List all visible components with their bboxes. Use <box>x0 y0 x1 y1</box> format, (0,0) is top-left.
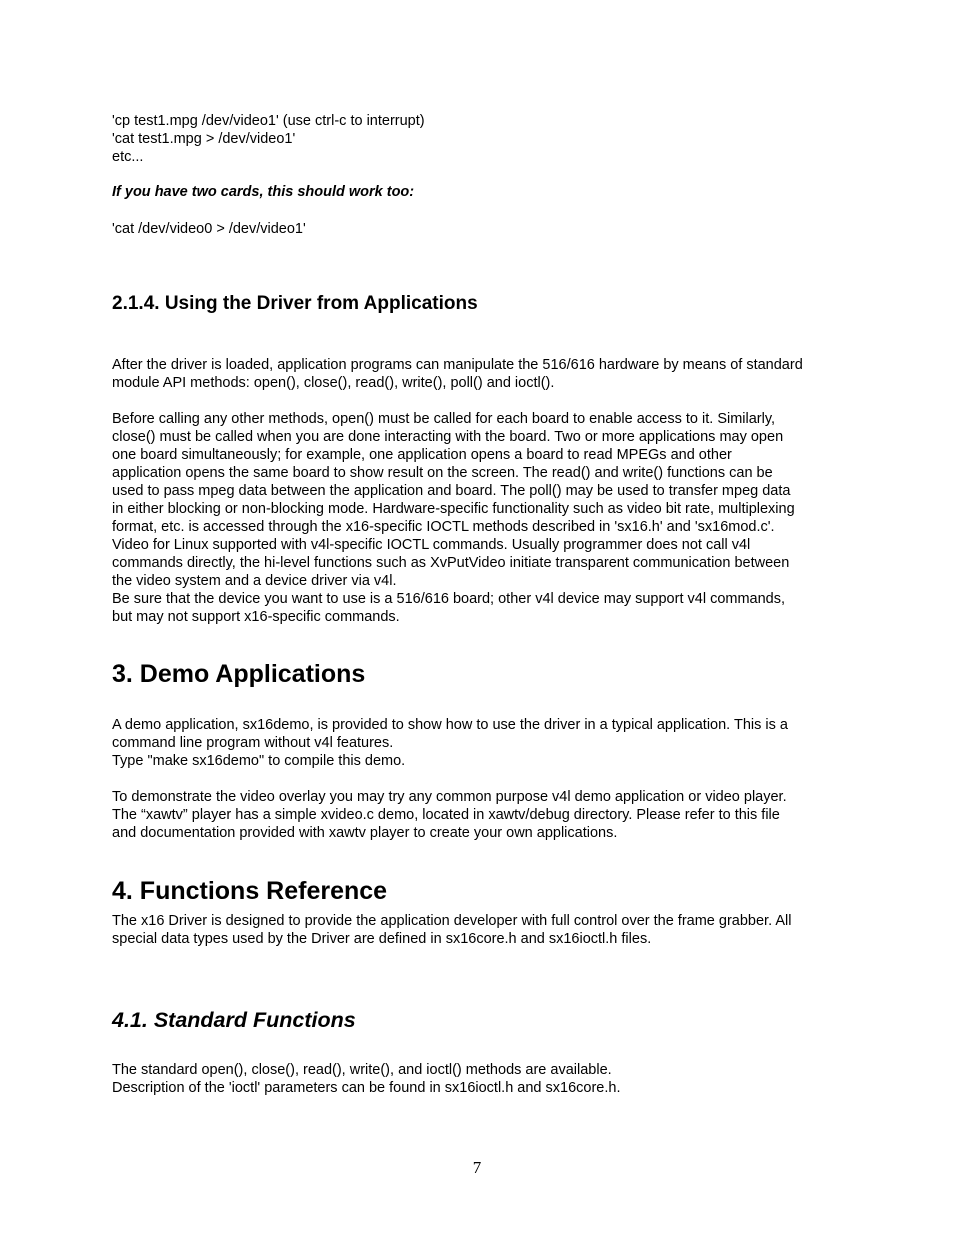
section-4-paragraph-1: The x16 Driver is designed to provide the application developer with full control over the frame grabber. All special data types used by the Driver are defined in sx16core.h and sx16ioctl.h files. <box>112 913 792 947</box>
section-heading-2-1-4: 2.1.4. Using the Driver from Applications <box>112 293 478 314</box>
section-4-1-paragraph-1: The standard open(), close(), read(), write(), and ioctl() methods are available. Description of the 'ioctl' parameters can be found in sx16ioctl.h and sx16core.h. <box>112 1062 621 1096</box>
two-cards-command: 'cat /dev/video0 > /dev/video1' <box>112 221 306 237</box>
section-3-paragraph-2: To demonstrate the video overlay you may try any common purpose v4l demo application or video player. The “xawtv” player has a simple xvideo.c demo, located in xawtv/debug directory. Please refer to this file and documentation provided with xawtv player to create your own applications. <box>112 789 787 841</box>
two-cards-note: If you have two cards, this should work too: <box>112 184 415 200</box>
section-2-1-4-paragraph-1: After the driver is loaded, application programs can manipulate the 516/616 hardware by means of standard module API methods: open(), close(), read(), write(), poll() and ioctl(). <box>112 357 803 391</box>
section-heading-3: 3. Demo Applications <box>112 660 366 688</box>
section-2-1-4-paragraph-2: Before calling any other methods, open() must be called for each board to enable access to it. Similarly, close() must be called when you are done interacting with the board. Two or more applications may open one board simultaneously; for example, one application opens a board to read MPEGs and other application opens the same board to show result on the screen. The read() and write() functions can be used to pass mpeg data between the application and board. The poll() may be used to transfer mpeg data in either blocking or non-blocking mode. Hardware-specific functionality such as video bit rate, multiplexing format, etc. is accessed through the x16-specific IOCTL methods described in 'sx16.h' and 'sx16mod.c'. Video for Linux supported with v4l-specific IOCTL commands. Usually programmer does not call v4l commands directly, the hi-level functions such as XvPutVideo initiate transparent communication between the video system and a device driver via v4l. Be sure that the device you want to use is a 516/616 board; other v4l device may support v4l commands, but may not support x16-specific commands. <box>112 411 795 625</box>
section-3-paragraph-1: A demo application, sx16demo, is provided to show how to use the driver in a typical application. This is a command line program without v4l features. Type "make sx16demo" to compile this demo. <box>112 717 788 769</box>
page-number: 7 <box>472 1158 482 1177</box>
section-heading-4: 4. Functions Reference <box>112 877 388 905</box>
section-heading-4-1: 4.1. Standard Functions <box>112 1008 356 1032</box>
command-examples: 'cp test1.mpg /dev/video1' (use ctrl-c to interrupt) 'cat test1.mpg > /dev/video1' etc... <box>112 113 425 165</box>
